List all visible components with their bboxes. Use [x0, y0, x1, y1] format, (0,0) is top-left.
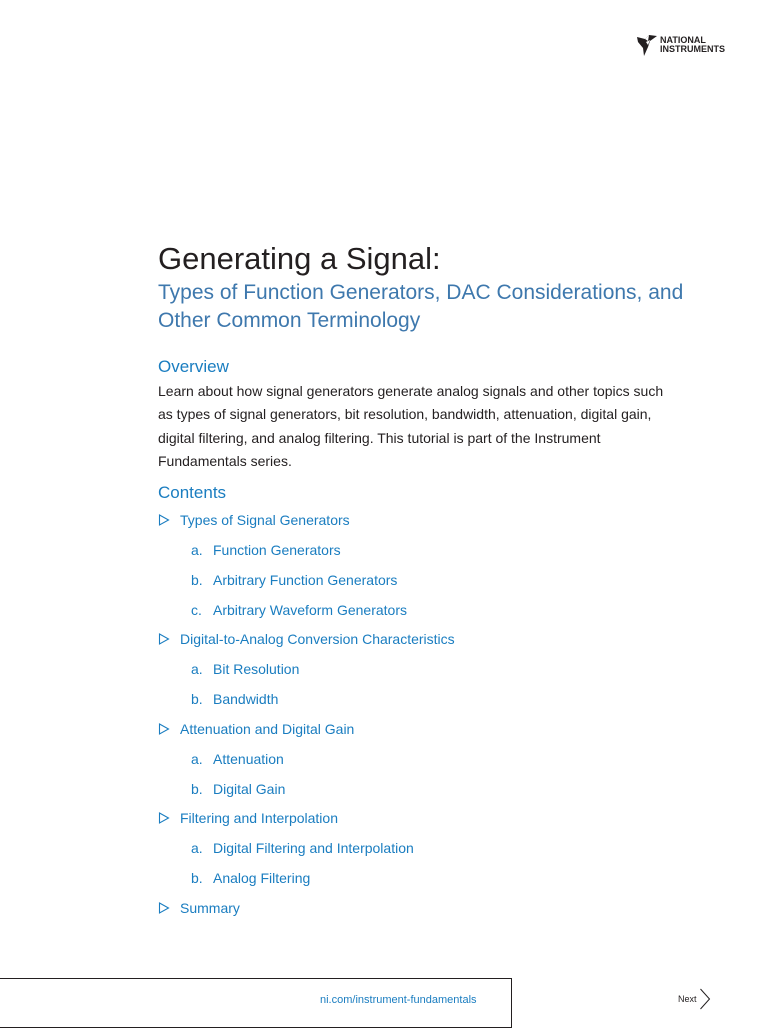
toc-item-dac-characteristics[interactable]	[158, 628, 455, 658]
next-page-button[interactable]	[678, 988, 711, 1010]
toc-item-label: Attenuation and Digital Gain	[180, 720, 355, 737]
logo-line-1: NATIONAL	[660, 35, 706, 45]
triangle-right-outline-icon	[158, 812, 170, 824]
toc-subitem-function-generators[interactable]	[158, 539, 455, 569]
toc-item-label: Digital-to-Analog Conversion Characteristics	[180, 631, 455, 648]
toc-subitem-digital-gain[interactable]	[158, 778, 455, 808]
triangle-right-outline-icon	[158, 902, 170, 914]
toc-subitem-letter: a.	[191, 661, 203, 678]
triangle-right-outline-icon	[158, 723, 170, 735]
toc-subitem-bit-resolution[interactable]	[158, 658, 455, 688]
triangle-right-outline-icon	[158, 633, 170, 645]
footer-link[interactable]: ni.com/instrument-fundamentals	[320, 994, 477, 1006]
triangle-right-outline-icon	[158, 514, 170, 526]
toc-subitem-letter: b.	[191, 870, 203, 887]
toc-item-summary[interactable]	[158, 897, 455, 927]
toc-subitem-letter: b.	[191, 691, 203, 708]
toc-subitem-letter: b.	[191, 780, 203, 797]
toc-item-filtering-and-interpolation[interactable]	[158, 807, 455, 837]
toc-item-label: Types of Signal Generators	[180, 512, 350, 528]
toc-subitem-arbitrary-waveform-generators[interactable]	[158, 599, 455, 629]
toc-subitem-letter: b.	[191, 571, 203, 588]
toc-subitem-label: Bandwidth	[213, 691, 279, 708]
eagle-logo-icon	[636, 33, 658, 57]
toc-subitem-label: Digital Gain	[213, 780, 286, 797]
toc-item-types-of-signal-generators[interactable]	[158, 509, 455, 539]
toc-subitem-label: Bit Resolution	[213, 661, 300, 678]
toc-item-label: Summary	[180, 899, 240, 916]
toc-subitem-arbitrary-function-generators[interactable]	[158, 569, 455, 599]
table-of-contents	[158, 509, 455, 927]
toc-subitem-analog-filtering[interactable]	[158, 867, 455, 897]
toc-subitem-label: Digital Filtering and Interpolation	[213, 840, 414, 857]
national-instruments-logo	[636, 33, 725, 57]
toc-subitem-letter: c.	[191, 601, 202, 618]
toc-subitem-attenuation[interactable]	[158, 748, 455, 778]
toc-subitem-letter: a.	[191, 750, 203, 767]
toc-item-label: Filtering and Interpolation	[180, 810, 338, 827]
toc-subitem-label: Attenuation	[213, 750, 284, 767]
next-label: Next	[678, 994, 697, 1004]
logo-line-2: INSTRUMENTS	[660, 44, 725, 54]
contents-heading: Contents	[158, 483, 227, 502]
toc-subitem-digital-filtering-and-interpolation[interactable]	[158, 837, 455, 867]
page-subtitle: Types of Function Generators, DAC Considerations, and Other Common Terminology	[158, 281, 684, 332]
toc-subitem-label: Analog Filtering	[213, 870, 311, 887]
chevron-right-icon	[699, 988, 711, 1010]
toc-item-attenuation-and-digital-gain[interactable]	[158, 718, 455, 748]
overview-body: Learn about how signal generators generate analog signals and other topics such as types of signal generators, bit resolution, bandwidth, attenuation, digital gain, digital filtering, and analog filtering. This tutorial is part of the Instrument Fundamentals series.	[158, 383, 664, 469]
toc-subitem-bandwidth[interactable]	[158, 688, 455, 718]
page-title: Generating a Signal:	[158, 241, 441, 276]
toc-subitem-label: Arbitrary Function Generators	[213, 571, 398, 588]
toc-subitem-letter: a.	[191, 541, 203, 558]
overview-heading: Overview	[158, 357, 229, 376]
toc-subitem-label: Arbitrary Waveform Generators	[213, 601, 407, 618]
toc-subitem-label: Function Generators	[213, 541, 341, 558]
toc-subitem-letter: a.	[191, 840, 203, 857]
